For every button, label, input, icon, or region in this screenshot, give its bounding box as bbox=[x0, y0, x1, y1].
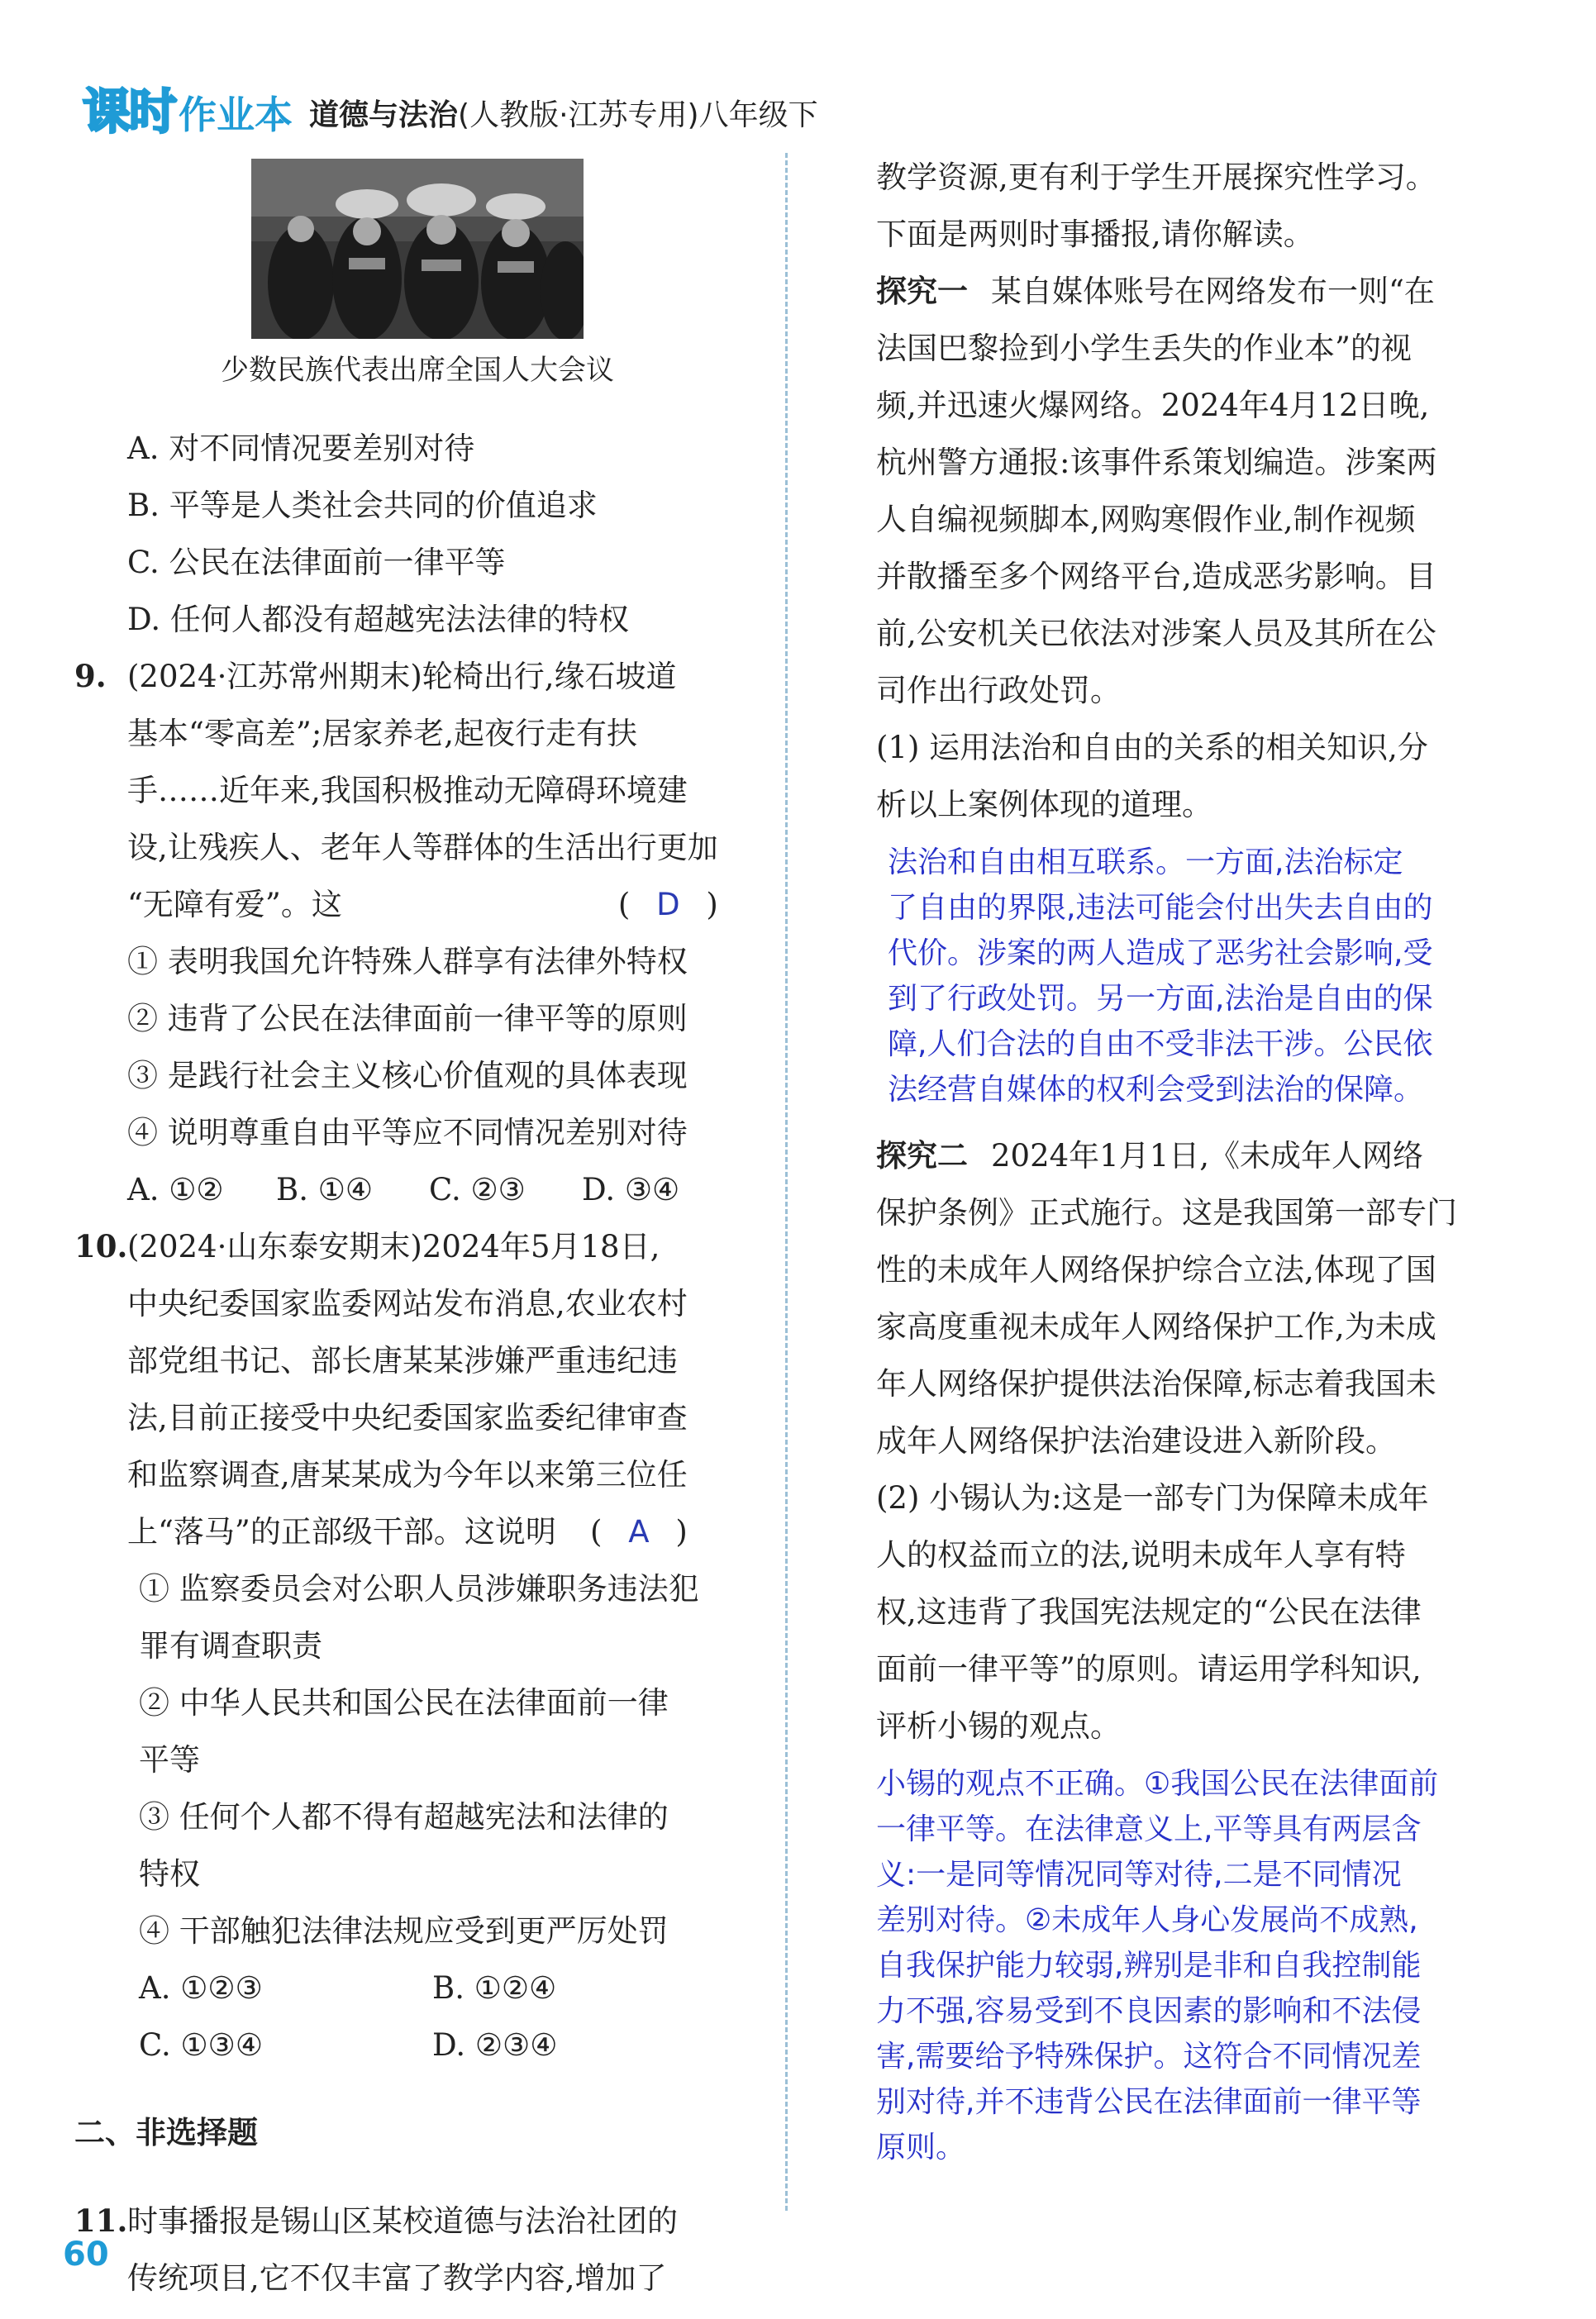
bracket-close: ) bbox=[675, 1514, 688, 1550]
q11-intro-line: 下面是两则时事播报,请你解读。 bbox=[876, 217, 1314, 252]
bracket-open: ( bbox=[590, 1514, 603, 1550]
explore1-line: 司作出行政处罚。 bbox=[876, 673, 1121, 708]
explore1-line: 法国巴黎捡到小学生丢失的作业本”的视 bbox=[876, 331, 1412, 366]
answer-1-line: 了自由的界限,违法可能会付出失去自由的 bbox=[888, 891, 1433, 925]
explore1-line: 并散播至多个网络平台,造成恶劣影响。目 bbox=[876, 559, 1436, 594]
answer-1-line: 障,人们合法的自由不受非法干涉。公民依 bbox=[888, 1027, 1433, 1061]
answer-1-handwritten bbox=[888, 840, 1504, 1112]
logo-part1: 课时 bbox=[83, 83, 176, 140]
explore2-text: 2024年1月1日,《未成年人网络 bbox=[991, 1138, 1424, 1174]
q9-line: (2024·江苏常州期末)轮椅出行,缘石坡道 bbox=[127, 659, 677, 694]
q10-choices-row1 bbox=[74, 1959, 760, 2017]
q10-choice-d: D. ②③④ bbox=[432, 2027, 558, 2063]
q10-statement-2: ② 中华人民共和国公民在法律面前一律 bbox=[139, 1685, 669, 1721]
q9-line: 设,让残疾人、老年人等群体的生活出行更加 bbox=[127, 830, 718, 865]
explore2-label: 探究二 bbox=[876, 1138, 968, 1174]
q9-choice-b: B. ①④ bbox=[276, 1172, 374, 1207]
q10-statement-4: ④ 干部触犯法律法规应受到更严厉处罚 bbox=[139, 1913, 669, 1949]
q9-choice-a: A. ①② bbox=[127, 1172, 224, 1207]
explore1-text: 某自媒体账号在网络发布一则“在 bbox=[991, 274, 1435, 309]
question-10 bbox=[74, 1218, 760, 2074]
answer-2-line: 自我保护能力较弱,辨别是非和自我控制能 bbox=[876, 1949, 1422, 1983]
subquestion-2: 评析小锡的观点。 bbox=[876, 1708, 1121, 1744]
q10-line bbox=[127, 1503, 688, 1560]
subquestion-2: 权,这违背了我国宪法规定的“公民在法律 bbox=[876, 1594, 1422, 1630]
question-9 bbox=[74, 648, 760, 1218]
q10-statement-3-cont: 特权 bbox=[139, 1856, 200, 1892]
q8-option-b: B. 平等是人类社会共同的价值追求 bbox=[127, 488, 598, 523]
explore2-line: 保护条例》正式施行。这是我国第一部专门 bbox=[876, 1195, 1457, 1231]
photo-illustration bbox=[251, 159, 584, 339]
q9-line: 基本“零高差”;居家养老,起夜行走有扶 bbox=[127, 716, 638, 751]
answer-2-line: 义:一是同等情况同等对待,二是不同情况 bbox=[876, 1858, 1402, 1892]
subquestion-2: (2) 小锡认为:这是一部专门为保障未成年 bbox=[876, 1480, 1429, 1516]
answer-2-line: 小锡的观点不正确。①我国公民在法律面前 bbox=[876, 1767, 1439, 1801]
explore1-line: 频,并迅速火爆网络。2024年4月12日晚, bbox=[876, 388, 1430, 423]
q10-stem-end: 上“落马”的正部级干部。这说明 bbox=[127, 1514, 556, 1550]
explore2-line: 年人网络保护提供法治保障,标志着我国未 bbox=[876, 1366, 1436, 1402]
photo-caption: 少数民族代表出席全国人大会议 bbox=[221, 354, 614, 387]
answer-2-line: 力不强,容易受到不良因素的影响和不法侵 bbox=[876, 1994, 1422, 2028]
q10-statement-1: ① 监察委员会对公职人员涉嫌职务违法犯 bbox=[139, 1571, 699, 1607]
subquestion-2: 面前一律平等”的原则。请运用学科知识, bbox=[876, 1651, 1422, 1687]
explore-2 bbox=[876, 1127, 1504, 1469]
q9-statement-3: ③ 是践行社会主义核心价值观的具体表现 bbox=[127, 1058, 688, 1093]
answer-2-line: 一律平等。在法律意义上,平等具有两层含 bbox=[876, 1812, 1422, 1846]
explore2-line: 成年人网络保护法治建设进入新阶段。 bbox=[876, 1423, 1396, 1459]
explore1-label: 探究一 bbox=[876, 274, 968, 309]
q10-choice-b: B. ①②④ bbox=[432, 1970, 557, 2006]
bracket-open: ( bbox=[617, 887, 631, 922]
q9-choice-c: C. ②③ bbox=[429, 1172, 526, 1207]
explore-1 bbox=[876, 263, 1504, 719]
q10-number: 10. bbox=[74, 1228, 128, 1264]
explore2-line bbox=[876, 1127, 1504, 1184]
bracket-close: ) bbox=[706, 887, 718, 922]
q10-choice-c: C. ①③④ bbox=[139, 2027, 264, 2063]
q10-statement-3: ③ 任何个人都不得有超越宪法和法律的 bbox=[139, 1799, 669, 1835]
explore1-line: 前,公安机关已依法对涉案人员及其所在公 bbox=[876, 616, 1436, 651]
q10-statement-2-cont: 平等 bbox=[139, 1742, 200, 1778]
answer-1-line: 法治和自由相互联系。一方面,法治标定 bbox=[888, 845, 1403, 879]
q9-line: 手……近年来,我国积极推动无障碍环境建 bbox=[127, 773, 688, 808]
q10-choices-row2 bbox=[74, 2017, 760, 2074]
q9-stem-end: “无障有爱”。这 bbox=[127, 887, 342, 922]
edition-info: (人教版·江苏专用)八年级下 bbox=[458, 98, 818, 132]
q8-option-a: A. 对不同情况要差别对待 bbox=[127, 431, 475, 466]
q10-line: 中央纪委国家监委网站发布消息,农业农村 bbox=[127, 1286, 688, 1321]
q11-number: 11. bbox=[74, 2202, 128, 2239]
q10-line: 法,目前正接受中央纪委国家监委纪律审查 bbox=[127, 1400, 688, 1436]
answer-1-line: 到了行政处罚。另一方面,法治是自由的保 bbox=[888, 982, 1433, 1016]
q9-answer: D bbox=[656, 887, 680, 922]
answer-2-line: 原则。 bbox=[876, 2131, 966, 2164]
explore1-line bbox=[876, 263, 1504, 320]
answer-1-line: 代价。涉案的两人造成了恶劣社会影响,受 bbox=[888, 936, 1433, 970]
q8-options bbox=[74, 420, 760, 648]
question-11 bbox=[74, 2193, 760, 2307]
q10-answer-bracket bbox=[590, 1503, 688, 1560]
explore2-line: 性的未成年人网络保护综合立法,体现了国 bbox=[876, 1252, 1436, 1288]
q8-option-c: C. 公民在法律面前一律平等 bbox=[127, 545, 506, 580]
subquestion-1: (1) 运用法治和自由的关系的相关知识,分 bbox=[876, 730, 1428, 765]
answer-2-line: 差别对待。②未成年人身心发展尚不成熟, bbox=[876, 1903, 1418, 1937]
q11-line: 传统项目,它不仅丰富了教学内容,增加了 bbox=[127, 2260, 667, 2296]
q10-line: (2024·山东泰安期末)2024年5月18日, bbox=[127, 1229, 660, 1264]
q9-choice-d: D. ③④ bbox=[582, 1172, 680, 1207]
answer-2-handwritten bbox=[876, 1761, 1504, 2170]
left-column bbox=[74, 149, 760, 2307]
q9-line bbox=[127, 876, 718, 933]
explore2-line: 家高度重视未成年人网络保护工作,为未成 bbox=[876, 1309, 1436, 1345]
column-divider bbox=[785, 153, 788, 2211]
subject-name: 道德与法治 bbox=[309, 98, 459, 132]
q9-statement-4: ④ 说明尊重自由平等应不同情况差别对待 bbox=[127, 1115, 688, 1150]
answer-1-line: 法经营自媒体的权利会受到法治的保障。 bbox=[888, 1073, 1424, 1107]
section-heading: 二、非选择题 bbox=[74, 2115, 258, 2150]
q9-statement-1: ① 表明我国允许特殊人群享有法律外特权 bbox=[127, 944, 688, 979]
q11-line: 时事播报是锡山区某校道德与法治社团的 bbox=[127, 2203, 678, 2239]
q9-choices bbox=[74, 1161, 760, 1218]
q11-intro-line: 教学资源,更有利于学生开展探究性学习。 bbox=[876, 160, 1436, 195]
q10-choice-a: A. ①②③ bbox=[139, 1970, 263, 2006]
logo-part2: 作业本 bbox=[179, 93, 293, 137]
brand-logo bbox=[83, 83, 293, 140]
page-header bbox=[83, 83, 818, 140]
answer-2-line: 害,需要给予特殊保护。这符合不同情况差 bbox=[876, 2040, 1422, 2074]
q10-statement-1-cont: 罪有调查职责 bbox=[139, 1628, 322, 1664]
explore1-line: 杭州警方通报:该事件系策划编造。涉案两 bbox=[876, 445, 1437, 480]
answer-2-line: 别对待,并不违背公民在法律面前一律平等 bbox=[876, 2085, 1422, 2119]
subquestion-1: 析以上案例体现的道理。 bbox=[876, 787, 1212, 822]
ethnic-delegates-photo bbox=[251, 159, 584, 339]
q9-number: 9. bbox=[74, 658, 107, 694]
q10-line: 和监察调查,唐某某成为今年以来第三位任 bbox=[127, 1457, 688, 1493]
page-number: 60 bbox=[63, 2236, 109, 2274]
subquestion-2: 人的权益而立的法,说明未成年人享有特 bbox=[876, 1537, 1406, 1573]
q10-line: 部党组书记、部长唐某某涉嫌严重违纪违 bbox=[127, 1343, 678, 1379]
q8-option-d: D. 任何人都没有超越宪法法律的特权 bbox=[127, 602, 629, 637]
q10-answer: A bbox=[628, 1514, 650, 1550]
q9-answer-bracket bbox=[618, 876, 718, 933]
q9-statement-2: ② 违背了公民在法律面前一律平等的原则 bbox=[127, 1001, 688, 1036]
explore1-line: 人自编视频脚本,网购寒假作业,制作视频 bbox=[876, 502, 1416, 537]
book-title bbox=[309, 91, 818, 140]
right-column bbox=[876, 149, 1504, 2170]
